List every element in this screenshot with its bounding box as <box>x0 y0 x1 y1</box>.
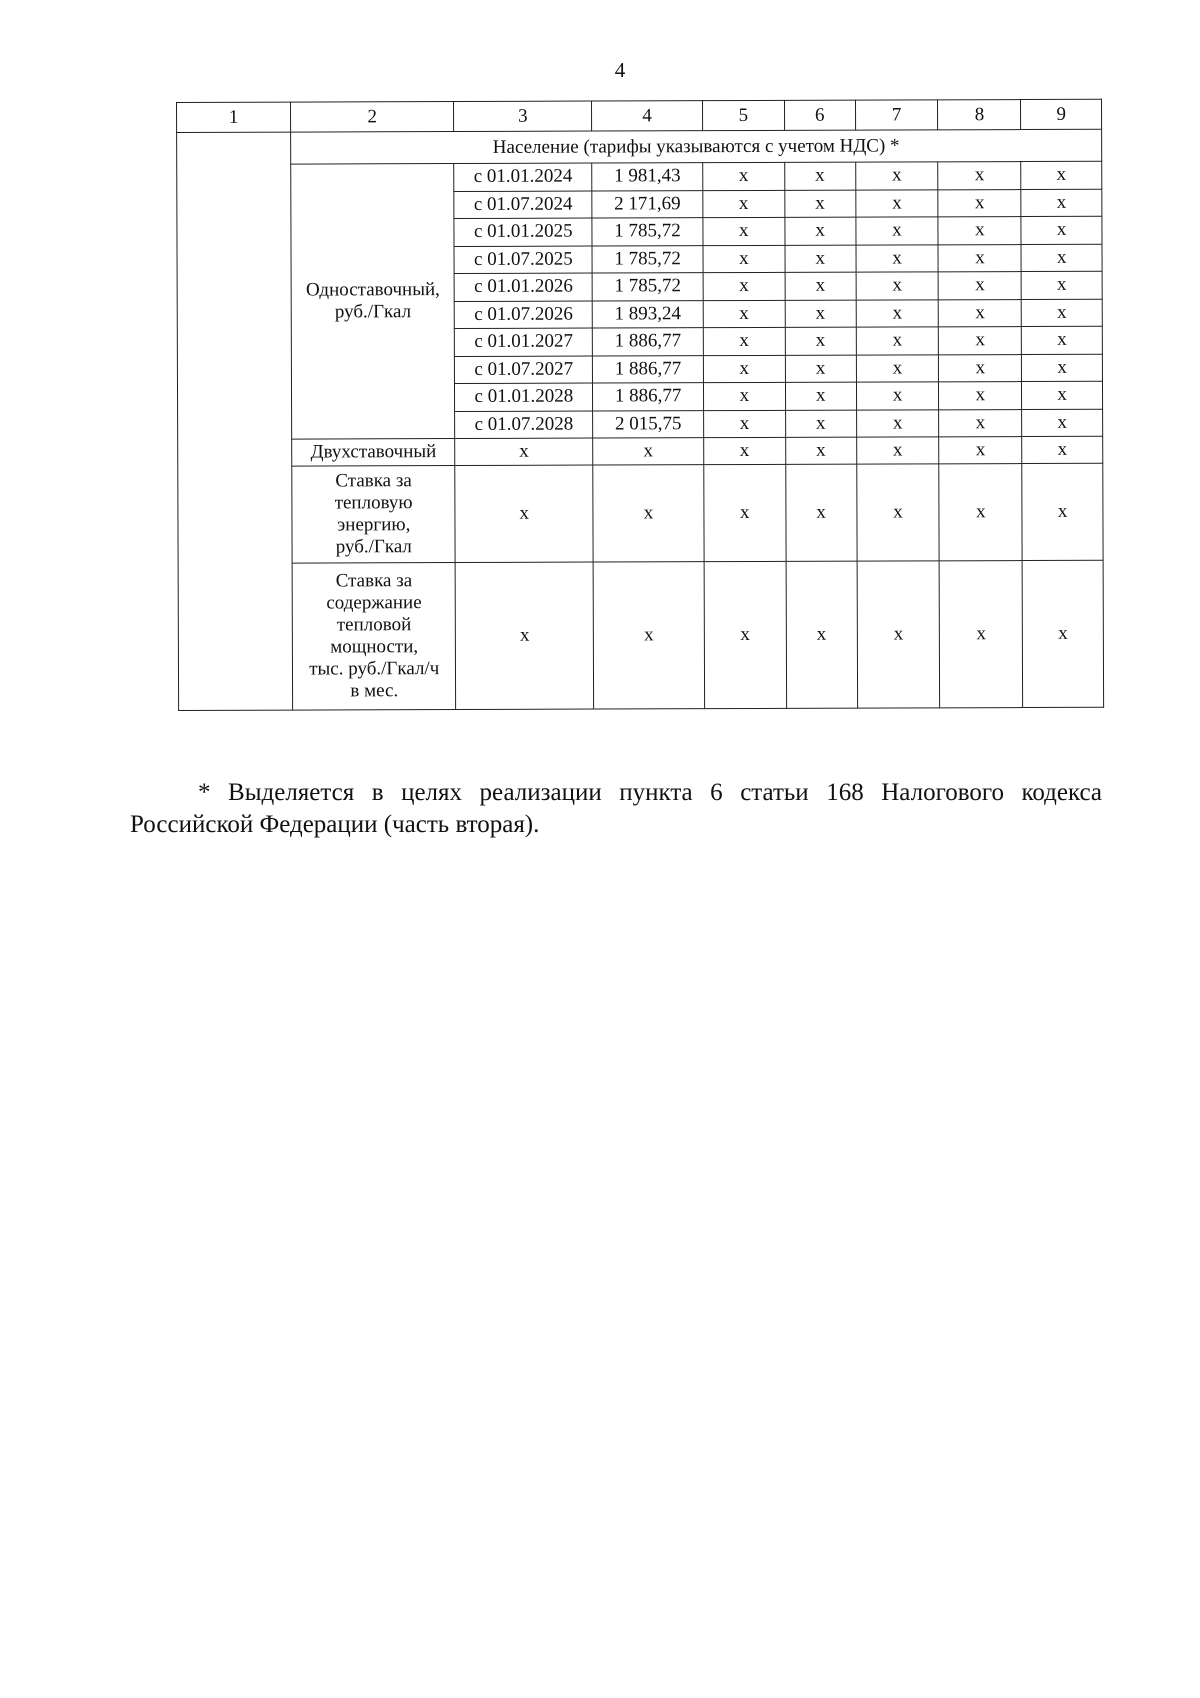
na-cell: x <box>856 409 939 437</box>
column-number-row <box>177 99 1102 132</box>
na-cell: x <box>785 437 856 464</box>
na-cell: x <box>786 561 857 708</box>
empty-first-column-cell <box>177 132 293 710</box>
label-line: в мес. <box>350 680 399 702</box>
na-cell: x <box>939 272 1022 300</box>
na-cell: x <box>856 217 939 245</box>
na-cell: x <box>938 162 1021 190</box>
na-cell: x <box>1022 381 1103 409</box>
single-rate-label-line: руб./Гкал <box>334 301 412 323</box>
single-rate-label-line: Одноставочный, <box>305 279 440 301</box>
na-cell: x <box>704 437 786 464</box>
tariff-value-cell: 1 785,72 <box>592 218 703 246</box>
na-cell: x <box>785 272 856 300</box>
column-header: 9 <box>1021 99 1102 129</box>
label-line: Ставка за <box>335 470 412 492</box>
na-cell: x <box>1022 560 1103 707</box>
label-line: содержание <box>326 592 422 614</box>
tariff-value-cell: 1 886,77 <box>592 328 703 356</box>
heat-energy-rate-row <box>178 463 1103 563</box>
na-cell: x <box>703 217 785 245</box>
column-header: 1 <box>177 102 291 132</box>
heat-energy-rate-label <box>292 466 456 564</box>
population-group-row <box>177 129 1102 164</box>
na-cell: x <box>939 437 1022 464</box>
period-cell: с 01.07.2026 <box>455 301 593 329</box>
population-group-title: Население (тарифы указываются с учетом НДС) * <box>291 129 1102 164</box>
na-cell: x <box>703 162 785 190</box>
period-cell: с 01.01.2025 <box>454 218 592 246</box>
na-cell: x <box>703 355 785 383</box>
na-cell: x <box>1021 161 1102 189</box>
na-cell: x <box>704 410 786 438</box>
na-cell: x <box>938 217 1021 245</box>
na-cell: x <box>1021 271 1102 299</box>
na-cell: x <box>593 562 704 709</box>
na-cell: x <box>703 327 785 355</box>
column-header: 8 <box>938 100 1021 130</box>
label-line: тепловую <box>334 492 413 514</box>
na-cell: x <box>785 382 856 410</box>
tariff-value-cell: 1 981,43 <box>592 163 703 191</box>
na-cell: x <box>785 464 856 561</box>
na-cell: x <box>1022 436 1103 463</box>
na-cell: x <box>456 562 594 709</box>
na-cell: x <box>939 409 1022 437</box>
na-cell: x <box>939 327 1022 355</box>
period-cell: с 01.07.2024 <box>454 191 592 219</box>
na-cell: x <box>785 217 856 245</box>
na-cell: x <box>703 245 785 273</box>
na-cell: x <box>1022 326 1103 354</box>
tariff-value-cell: 1 893,24 <box>592 300 703 328</box>
two-rate-row <box>178 436 1103 466</box>
label-line: руб./Гкал <box>335 536 412 558</box>
footnote: * Выделяется в целях реализации пункта 6 статьи 168 Налогового кодекса Российской Федерации (часть вторая). <box>130 779 1102 838</box>
tariff-value-cell: 1 785,72 <box>592 245 703 273</box>
page-number: 4 <box>614 58 626 82</box>
na-cell: x <box>455 438 593 465</box>
period-cell: с 01.01.2027 <box>455 328 593 356</box>
tariff-value-cell: 1 886,77 <box>593 355 704 383</box>
na-cell: x <box>1021 189 1102 217</box>
column-header: 2 <box>291 102 455 133</box>
column-header: 6 <box>784 100 855 130</box>
na-cell: x <box>1022 463 1103 560</box>
tariff-value-cell: 1 785,72 <box>592 273 703 301</box>
na-cell: x <box>856 272 939 300</box>
na-cell: x <box>855 189 938 217</box>
na-cell: x <box>703 300 785 328</box>
na-cell: x <box>938 189 1021 217</box>
tariff-value-cell: 2 015,75 <box>593 410 704 438</box>
na-cell: x <box>938 244 1021 272</box>
na-cell: x <box>857 561 940 708</box>
na-cell: x <box>856 327 939 355</box>
column-header: 5 <box>702 100 784 130</box>
period-cell: с 01.07.2028 <box>455 411 593 439</box>
label-line: мощности, <box>330 636 419 658</box>
na-cell: x <box>856 382 939 410</box>
label-line: тепловой <box>336 614 412 636</box>
na-cell: x <box>856 437 939 464</box>
tariff-value-cell: 2 171,69 <box>592 190 703 218</box>
label-line: тыс. руб./Гкал/ч <box>309 658 440 680</box>
tariff-table-body <box>177 99 1104 710</box>
na-cell: x <box>703 382 785 410</box>
na-cell: x <box>1021 299 1102 327</box>
label-line: энергию, <box>337 514 411 536</box>
two-rate-label: Двухставочный <box>292 439 456 467</box>
na-cell: x <box>703 190 785 218</box>
na-cell: x <box>939 464 1022 561</box>
na-cell: x <box>455 465 593 562</box>
column-header: 7 <box>855 100 938 130</box>
na-cell: x <box>1022 354 1103 382</box>
na-cell: x <box>856 354 939 382</box>
na-cell: x <box>1021 216 1102 244</box>
column-header: 4 <box>592 101 703 131</box>
column-header: 3 <box>454 101 592 131</box>
period-cell: с 01.01.2028 <box>455 383 593 411</box>
period-cell: с 01.01.2026 <box>455 273 593 301</box>
na-cell: x <box>593 438 704 465</box>
table-row <box>177 161 1102 192</box>
na-cell: x <box>785 245 856 273</box>
na-cell: x <box>784 190 855 218</box>
na-cell: x <box>939 382 1022 410</box>
na-cell: x <box>785 300 856 328</box>
na-cell: x <box>704 561 786 708</box>
na-cell: x <box>1022 409 1103 437</box>
single-rate-label <box>291 164 455 440</box>
na-cell: x <box>1021 244 1102 272</box>
period-cell: с 01.07.2025 <box>454 246 592 274</box>
period-cell: с 01.07.2027 <box>455 356 593 384</box>
na-cell: x <box>784 162 855 190</box>
tariff-value-cell: 1 886,77 <box>593 383 704 411</box>
period-cell: с 01.01.2024 <box>454 163 592 191</box>
na-cell: x <box>593 465 704 562</box>
na-cell: x <box>856 299 939 327</box>
label-line: Ставка за <box>335 570 413 592</box>
capacity-rate-label <box>292 563 456 711</box>
capacity-rate-row <box>178 560 1104 710</box>
na-cell: x <box>856 244 939 272</box>
na-cell: x <box>785 355 856 383</box>
na-cell: x <box>940 561 1023 708</box>
na-cell: x <box>939 299 1022 327</box>
na-cell: x <box>704 464 786 561</box>
na-cell: x <box>703 272 785 300</box>
tariff-table <box>176 99 1104 711</box>
na-cell: x <box>856 464 939 561</box>
na-cell: x <box>855 162 938 190</box>
na-cell: x <box>939 354 1022 382</box>
na-cell: x <box>785 410 856 438</box>
na-cell: x <box>785 327 856 355</box>
